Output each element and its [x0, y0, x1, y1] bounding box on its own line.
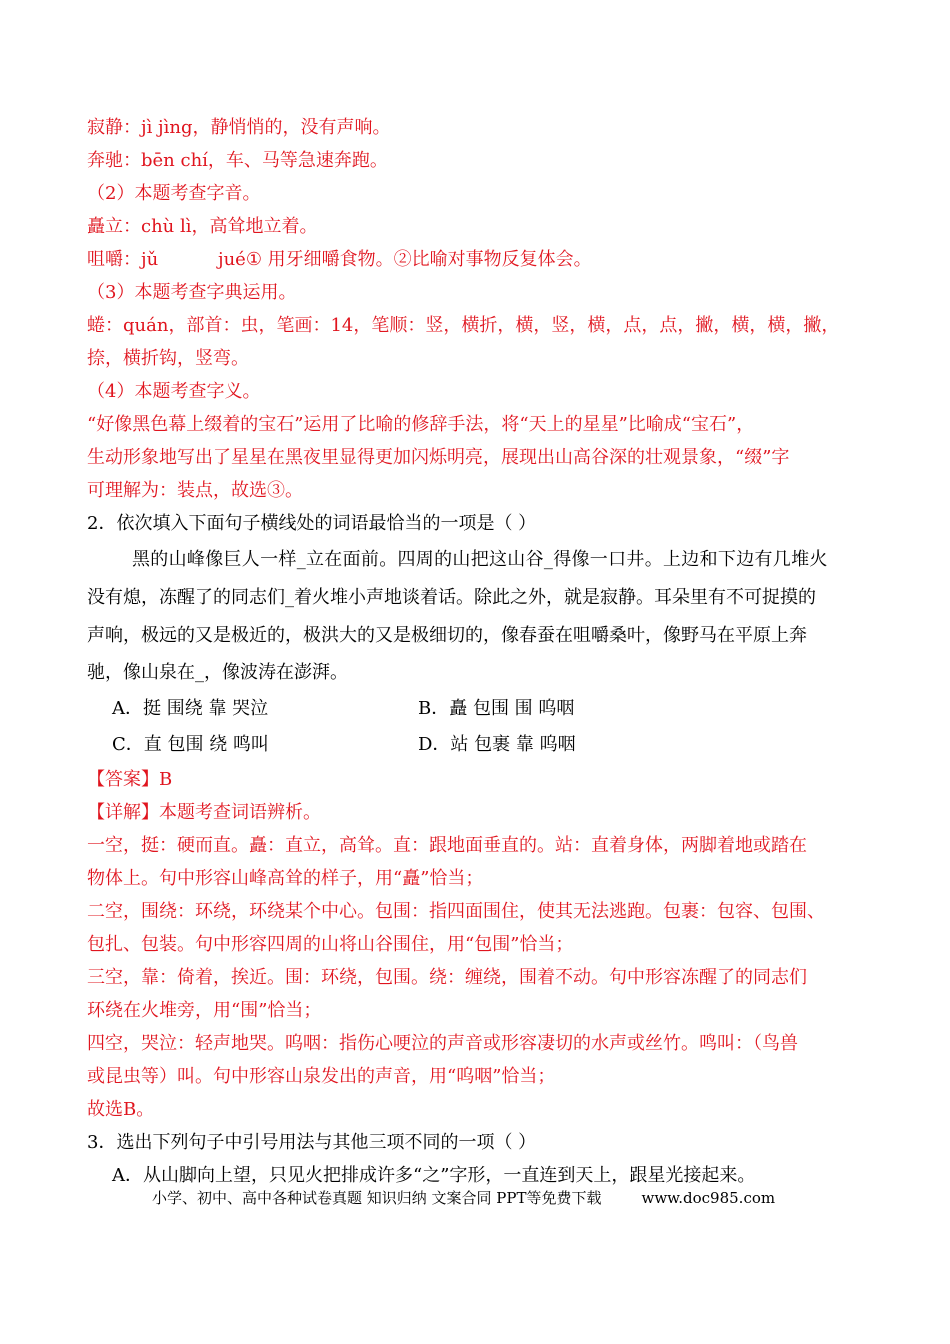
text-line: （3）本题考查字典运用。	[87, 282, 297, 303]
text-line: 四空，哭泣：轻声地哭。呜咽：指伤心哽泣的声音或形容凄切的水声或丝竹。鸣叫：（鸟兽	[87, 1033, 798, 1054]
option-a: A．从山脚向上望，只见火把排成许多“之”字形，一直连到天上，跟星光接起来。	[112, 1165, 756, 1186]
answer-line: 【答案】B	[87, 769, 173, 790]
option-a: A．挺 围绕 靠 哭泣	[112, 698, 269, 719]
text-line: 生动形象地写出了星星在黑夜里显得更加闪烁明亮，展现出山高谷深的壮观景象，“缀”字	[87, 447, 790, 468]
text-line: jué① 用牙细嚼食物。②比喻对事物反复体会。	[218, 249, 592, 270]
text-line: 可理解为：装点，故选③。	[87, 480, 303, 501]
text-line: （2）本题考查字音。	[87, 183, 261, 204]
text-line: 蜷：quán，部首：虫，笔画：14，笔顺：竖，横折，横，竖，横，点，点，撇，横，横，撇，	[87, 315, 840, 336]
explanation-title: 【详解】本题考查词语辨析。	[87, 802, 321, 823]
text-line: 矗立：chù lì，高耸地立着。	[87, 216, 318, 237]
text-line: （4）本题考查字义。	[87, 381, 261, 402]
passage-line: 声响，极远的又是极近的，极洪大的又是极细切的，像春蚕在咀嚼桑叶，像野马在平原上奔	[87, 625, 807, 646]
passage-line: 没有熄，冻醒了的同志们_着火堆小声地谈着话。除此之外，就是寂静。耳朵里有不可捉摸的	[87, 587, 816, 608]
option-b: B．矗 包围 围 呜咽	[418, 698, 575, 719]
page-footer	[152, 1188, 775, 1208]
text-line: 寂静：jì jìng，静悄悄的，没有声响。	[87, 117, 391, 138]
text-line: 包扎、包装。句中形容四周的山将山谷围住，用“包围”恰当；	[87, 934, 574, 955]
text-line: 环绕在火堆旁，用“围”恰当；	[87, 1000, 322, 1021]
footer-text: 小学、初中、高中各种试卷真题 知识归纳 文案合同 PPT等免费下载	[152, 1189, 602, 1207]
option-c: C．直 包围 绕 鸣叫	[112, 734, 269, 755]
option-d: D．站 包裹 靠 呜咽	[418, 734, 576, 755]
question-title: 3．选出下列句子中引号用法与其他三项不同的一项（ ）	[87, 1132, 537, 1153]
question-title: 2．依次填入下面句子横线处的词语最恰当的一项是（ ）	[87, 513, 537, 534]
passage-line: 黑的山峰像巨人一样_立在面前。四周的山把这山谷_得像一口井。上边和下边有几堆火	[132, 549, 828, 570]
text-line: 一空，挺：硬而直。矗：直立，高耸。直：跟地面垂直的。站：直着身体，两脚着地或踏在	[87, 835, 807, 856]
text-line: 咀嚼：jǔ	[87, 249, 159, 270]
footer-site: www.doc985.com	[641, 1189, 776, 1207]
text-line: 故选B。	[87, 1099, 155, 1120]
text-line: 捺，横折钩，竖弯。	[87, 348, 249, 369]
text-line: 或昆虫等）叫。句中形容山泉发出的声音，用“呜咽”恰当；	[87, 1066, 556, 1087]
text-line: “好像黑色幕上缀着的宝石”运用了比喻的修辞手法，将“天上的星星”比喻成“宝石”，	[87, 414, 755, 435]
text-line: 三空，靠：倚着，挨近。围：环绕，包围。绕：缠绕，围着不动。句中形容冻醒了的同志们	[87, 967, 807, 988]
text-line: 奔驰：bēn chí，车、马等急速奔跑。	[87, 150, 388, 171]
passage-line: 驰，像山泉在_，像波涛在澎湃。	[87, 662, 348, 683]
text-line: 物体上。句中形容山峰高耸的样子，用“矗”恰当；	[87, 868, 484, 889]
text-line: 二空，围绕：环绕，环绕某个中心。包围：指四面围住，使其无法逃跑。包裹：包容、包围、	[87, 901, 825, 922]
